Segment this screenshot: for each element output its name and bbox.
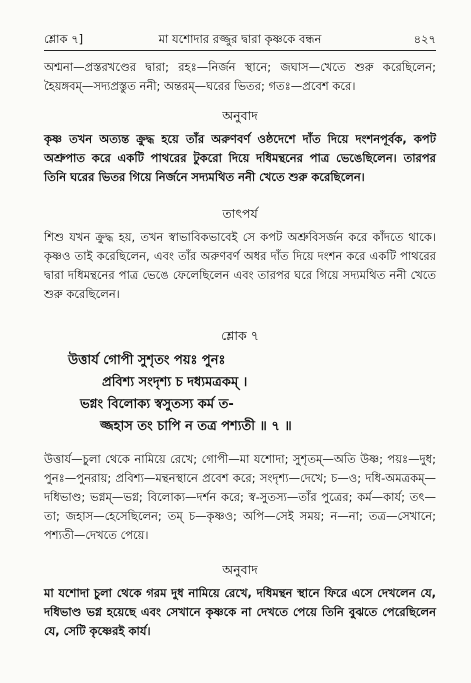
purport-paragraph: শিশু যখন ক্রুদ্ধ হয়, তখন স্বাভাবিকভাবেই সে কপট অশ্রুবিসর্জন করে কাঁদতে থাকে। কৃষ্ণও তাই করেছিলেন, এবং তাঁর অরুণবর্ণ অধর দাঁত দিয়ে দংশন করে একটি পাথরের দ্বারা দধিমন্থনের পাত্র ভেঙে ফেলেছিলেন এবং তারপর ঘরে গিয়ে সদ্যমথিত ননী খেতে শুরু করেছিলেন। xyxy=(44,230,436,301)
header-title: মা যশোদার রজ্জুর দ্বারা কৃষ্ণকে বন্ধন xyxy=(158,32,322,46)
synonyms-verse-7: উত্তার্য—চুলা থেকে নামিয়ে রেখে; গোপী—মা যশোদা; সুশৃতম্—অতি উষ্ণ; পয়ঃ—দুধ; পুনঃ—পুনরায়; প্রবিশ্য—মন্থনস্থানে প্রবেশ করে; সংদৃশ্য—দেখে; চ—ও; দধি-অমত্রকম্—দধিভাণ্ড; ভগ্নম্—ভগ্ন; বিলোক্য—দর্শন করে; স্ব-সুতস্য—তাঁর পুত্রের; কর্ম—কার্য; তৎ—তা; জহাস—হেসেছিলেন; তম্ চ—কৃষ্ণও; অপি—সেই সময়; ন—না; তত্র—সেখানে; পশ্যতী—দেখতে পেয়ে। xyxy=(44,452,436,542)
translation-paragraph-2: মা যশোদা চুলা থেকে গরম দুধ নামিয়ে রেখে, দধিমন্থন স্থানে ফিরে এসে দেখলেন যে, দধিভাণ্ড ভগ্ন হয়েছে এবং সেখানে কৃষ্ণকে না দেখতে পেয়ে তিনি বুঝতে পেরেছিলেন যে, সেটি কৃষ্ণেরই কার্য। xyxy=(44,586,436,638)
translation-paragraph-1: কৃষ্ণ তখন অত্যন্ত ক্রুদ্ধ হয়ে তাঁর অরুণবর্ণ ওষ্ঠদেশে দাঁত দিয়ে দংশনপূর্বক, কপট অশ্রুপাত করে একটি পাথরের টুকরো দিয়ে দধিমন্থনের পাত্র ভেঙেছিলেন। তারপর তিনি ঘরের ভিতর গিয়ে নির্জনে সদ্যমথিত ননী খেতে শুরু করেছিলেন। xyxy=(44,132,436,184)
purport-heading: তাৎপর্য xyxy=(222,206,258,221)
verse-line-1: উত্তার্য গোপী সুশৃতং পয়ঃ পুনঃ xyxy=(68,353,226,368)
translation-heading-2: অনুবাদ xyxy=(222,562,258,577)
verse-line-2: প্রবিশ্য সংদৃশ্য চ দধ্যমত্রকম্ । xyxy=(102,375,248,390)
page-number: ৪২৭ xyxy=(413,32,436,46)
header-verse-ref: শ্লোক ৭] xyxy=(44,32,84,46)
verse-line-4: জ্জহাস তং চাপি ন তত্র পশ্যতী ॥ ৭ ॥ xyxy=(100,419,292,434)
sanskrit-verse xyxy=(44,350,436,438)
verse-line-3: ভগ্নং বিলোক্য স্বসুতস্য কর্ম ত- xyxy=(80,397,234,412)
running-header xyxy=(44,28,436,51)
synonyms-top: অশ্মনা—প্রস্তরখণ্ডের দ্বারা; রহঃ—নির্জন স্থানে; জঘাস—খেতে শুরু করেছিলেন; হৈয়ঙ্গবম্—সদ্যপ্রস্তুত ননী; অন্তরম্—ঘরের ভিতর; গতঃ—প্রবেশ করে। xyxy=(44,60,436,93)
book-page xyxy=(44,0,436,683)
verse-heading: শ্লোক ৭ xyxy=(221,328,259,343)
translation-heading-1: অনুবাদ xyxy=(222,108,258,123)
